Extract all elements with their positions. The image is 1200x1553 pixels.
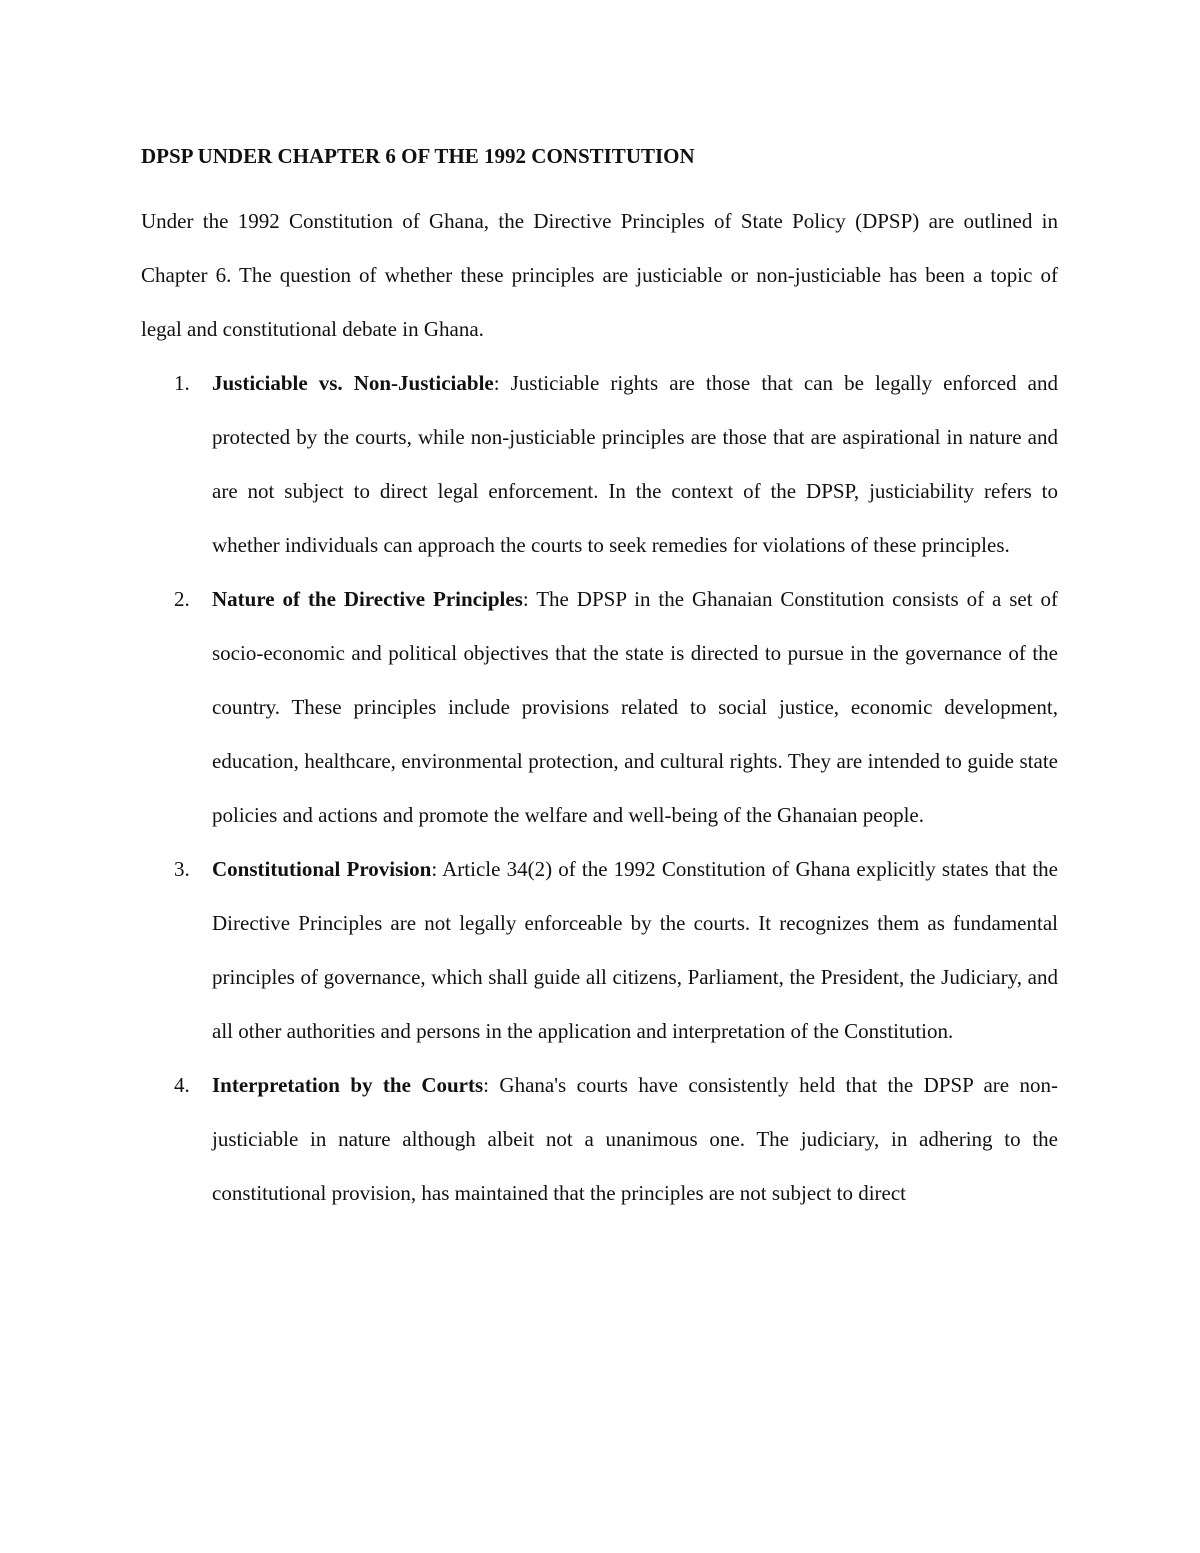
list-item-number: 1. — [174, 371, 190, 395]
document-body — [141, 140, 1058, 1220]
list-item-term: Constitutional Provision — [212, 857, 432, 881]
list-item — [141, 572, 1058, 842]
numbered-list — [141, 356, 1058, 1220]
intro-paragraph: Under the 1992 Constitution of Ghana, the Directive Principles of State Policy (DPSP) are outlined in Chapter 6. The question of whether these principles are justiciable or non-justiciable has been a topic of legal and constitutional debate in Ghana. — [141, 209, 1058, 341]
document-title: DPSP UNDER CHAPTER 6 OF THE 1992 CONSTITUTION — [141, 144, 695, 168]
list-item-number: 3. — [174, 857, 190, 881]
list-item — [141, 356, 1058, 572]
list-item-number: 2. — [174, 587, 190, 611]
list-item-text: : Ghana's courts have consistently held that the DPSP are non-justiciable in nature although albeit not a unanimous one. The judiciary, in adhering to the constitutional provision, has maintained that the principles are not subject to direct — [212, 1073, 1058, 1205]
list-item-term: Justiciable vs. Non-Justiciable — [212, 371, 494, 395]
list-item — [141, 1058, 1058, 1220]
list-item — [141, 842, 1058, 1058]
list-item-number: 4. — [174, 1073, 190, 1097]
list-item-term: Nature of the Directive Principles — [212, 587, 523, 611]
list-item-term: Interpretation by the Courts — [212, 1073, 484, 1097]
list-item-text: : Article 34(2) of the 1992 Constitution of Ghana explicitly states that the Directive Principles are not legally enforceable by the courts. It recognizes them as fundamental principles of governance, which shall guide all citizens, Parliament, the President, the Judiciary, and all other authorities and persons in the application and interpretation of the Constitution. — [212, 857, 1058, 1043]
list-item-text: : The DPSP in the Ghanaian Constitution consists of a set of socio-economic and political objectives that the state is directed to pursue in the governance of the country. These principles include provisions related to social justice, economic development, education, healthcare, environmental protection, and cultural rights. They are intended to guide state policies and actions and promote the welfare and well-being of the Ghanaian people. — [212, 587, 1058, 827]
list-item-text: : Justiciable rights are those that can be legally enforced and protected by the courts, while non-justiciable principles are those that are aspirational in nature and are not subject to direct legal enforcement. In the context of the DPSP, justiciability refers to whether individuals can approach the courts to seek remedies for violations of these principles. — [212, 371, 1058, 557]
